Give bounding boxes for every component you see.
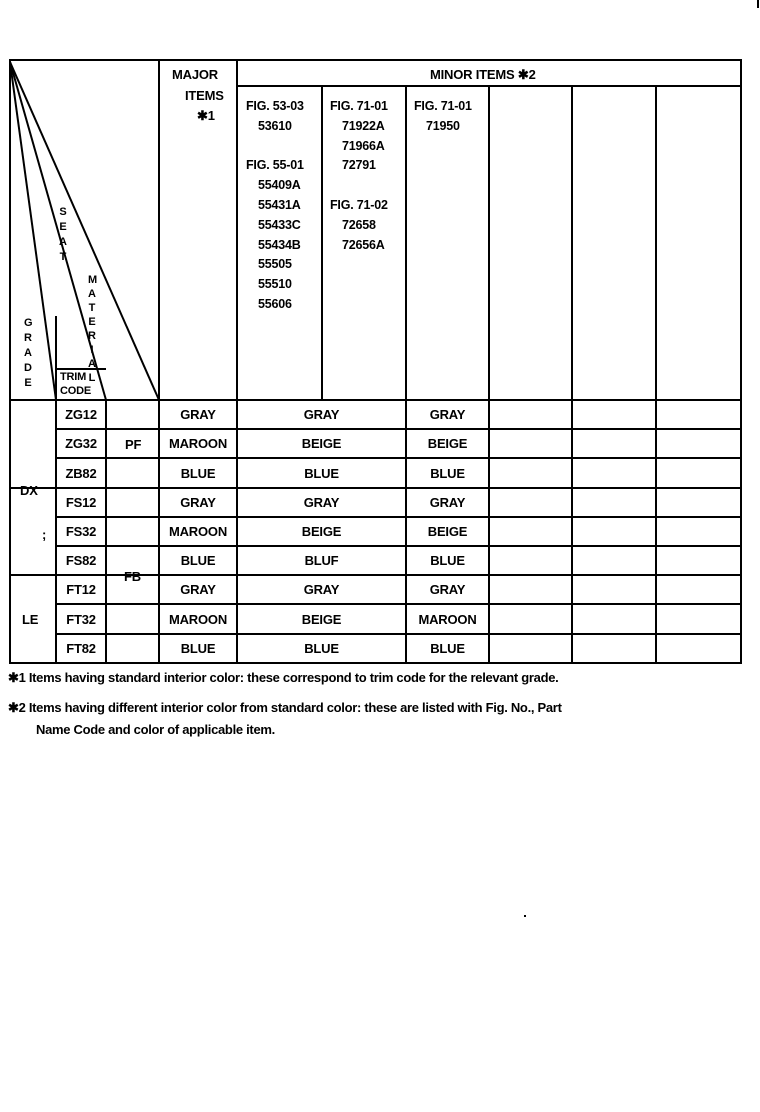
figure-line: FIG. 71-01 [414,99,472,113]
material-pf: PF [125,437,142,452]
major-color-cell: GRAY [180,582,216,597]
trim-code-cell: ZG32 [65,436,97,451]
figures-col-1 [246,97,304,315]
material-label: MATERIAL [88,274,98,384]
major-color-cell: MAROON [168,612,228,627]
major-items-label: MAJOR [172,67,218,82]
figure-line: FIG. 71-01 [330,99,388,113]
major-color-cell: GRAY [180,407,216,422]
minor-color-cell-1: BLUE [304,641,339,656]
scan-mark [757,0,759,8]
figure-line: 72791 [342,158,376,173]
major-color-cell: BLUE [180,641,216,656]
figure-line: FIG. 55-01 [246,158,304,173]
minor-color-cell-1: GRAY [303,407,340,422]
footnote-2-line-1: ✱2 Items having different interior color from standard color: these are listed with Fig. No., Part [8,700,562,715]
figure-line: 55606 [258,296,292,311]
footnote-1: ✱1 Items having standard interior color: these correspond to trim code for the relevant grade. [8,670,559,685]
minor-color-cell-2: GRAY [429,495,466,510]
minor-color-cell-1: BLUE [304,466,339,481]
trim-code-cell: ZB82 [65,466,97,481]
minor-color-cell-1: BLUF [304,553,339,568]
grade-dx-mark: ; [42,527,47,542]
figure-line [330,176,388,196]
figure-line: 53610 [258,118,292,133]
figure-line: 55431A [258,197,301,212]
figure-line: 71922A [342,118,385,133]
major-color-cell: BLUE [180,466,216,481]
minor-items-label: MINOR ITEMS ✱2 [430,67,536,82]
code-label: CODE [60,385,91,397]
figure-line: FIG. 71-02 [330,197,388,212]
figure-line: 72656A [342,237,385,252]
minor-color-cell-2: BLUE [430,641,465,656]
minor-color-cell-1: BEIGE [301,436,342,451]
grade-label-text: GRADE [24,317,33,389]
scan-dot [524,915,526,917]
trim-code-cell: FT82 [66,641,96,656]
minor-color-cell-2: MAROON [418,612,477,627]
figure-line [246,137,304,157]
figure-line: FIG. 53-03 [246,99,304,113]
trim-code-cell: ZG12 [65,407,97,422]
trim-code-cell: FT32 [66,612,96,627]
trim-code-cell: FS82 [65,553,97,568]
trim-code-cell: FT12 [66,582,96,597]
minor-color-cell-1: BEIGE [301,612,342,627]
figure-line: 55505 [258,257,292,272]
figures-col-2 [330,97,388,255]
trim-code-cell: FS12 [65,495,97,510]
figures-col-3 [414,97,472,137]
trim-label: TRIM [60,371,87,383]
figure-line: 72658 [342,217,376,232]
major-color-cell: MAROON [168,524,228,539]
figure-line: 55433C [258,217,301,232]
seat-label: SEAT [59,206,67,263]
major-items-mark: ✱1 [197,108,215,123]
major-color-cell: MAROON [168,436,228,451]
minor-color-cell-2: BEIGE [427,524,468,539]
figure-line: 55510 [258,277,292,292]
minor-color-cell-1: GRAY [303,582,340,597]
footnote-2-line-2: Name Code and color of applicable item. [36,722,275,737]
figure-line: 55409A [258,178,301,193]
figure-line: 55434B [258,237,301,252]
minor-color-cell-2: BLUE [430,553,465,568]
figure-line: 71966A [342,138,385,153]
grade-label [24,316,38,391]
minor-color-cell-2: GRAY [429,582,466,597]
minor-color-cell-2: BLUE [430,466,465,481]
minor-color-cell-2: GRAY [429,407,466,422]
grade-le: LE [22,612,39,627]
major-color-cell: GRAY [180,495,216,510]
figure-line: 71950 [426,118,460,133]
major-items-label-2: ITEMS [185,88,224,103]
minor-color-cell-2: BEIGE [427,436,468,451]
trim-code-cell: FS32 [65,524,97,539]
minor-color-cell-1: GRAY [303,495,340,510]
grade-dx: DX [20,483,38,498]
minor-color-cell-1: BEIGE [301,524,342,539]
material-fb: FB [124,569,141,584]
major-color-cell: BLUE [180,553,216,568]
